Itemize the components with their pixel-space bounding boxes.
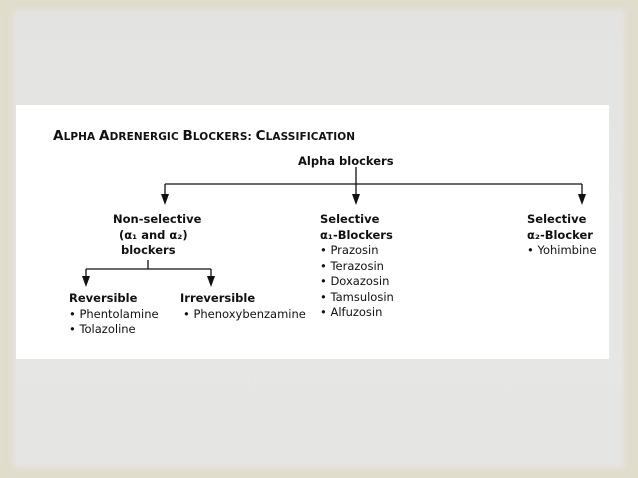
subbranch-header: Reversible	[69, 291, 138, 305]
branch-header: α₁-Blockers	[320, 227, 393, 242]
title-part: LOCKERS:	[192, 131, 256, 143]
title-part: LASSIFICATION	[265, 131, 356, 143]
branch-header: (α₁ and α₂)	[119, 227, 188, 242]
title-part: A	[99, 128, 110, 144]
title-part: B	[182, 128, 193, 144]
branch-selective-alpha1	[320, 212, 394, 321]
branch-header: Selective	[527, 212, 587, 226]
subbranch-irreversible	[180, 291, 306, 322]
drug-item: • Tamsulosin	[320, 290, 394, 306]
title-part: A	[53, 128, 64, 144]
drug-item: • Doxazosin	[320, 274, 394, 290]
branch-header: α₂-Blocker	[527, 227, 593, 242]
title-part: LPHA	[63, 131, 100, 143]
root-label: Alpha blockers	[298, 154, 394, 168]
branch-header: blockers	[121, 243, 176, 257]
drug-item: • Terazosin	[320, 259, 394, 275]
drug-item: • Phentolamine	[69, 307, 159, 323]
drug-item: • Phenoxybenzamine	[180, 307, 306, 323]
drug-item: • Prazosin	[320, 243, 394, 259]
title-part: C	[255, 128, 266, 144]
classification-figure	[16, 105, 609, 359]
branch-header: Non-selective	[113, 212, 202, 226]
branch-nonselective	[113, 212, 201, 259]
drug-item: • Yohimbine	[527, 243, 597, 259]
title-part: DRENERGIC	[109, 131, 183, 143]
subbranch-header: Irreversible	[180, 291, 256, 305]
root-node	[298, 154, 394, 170]
drug-item: • Alfuzosin	[320, 305, 394, 321]
drug-item: • Tolazoline	[69, 322, 159, 338]
subbranch-reversible	[69, 291, 159, 338]
branch-header: Selective	[320, 212, 380, 226]
branch-selective-alpha2	[527, 212, 597, 259]
